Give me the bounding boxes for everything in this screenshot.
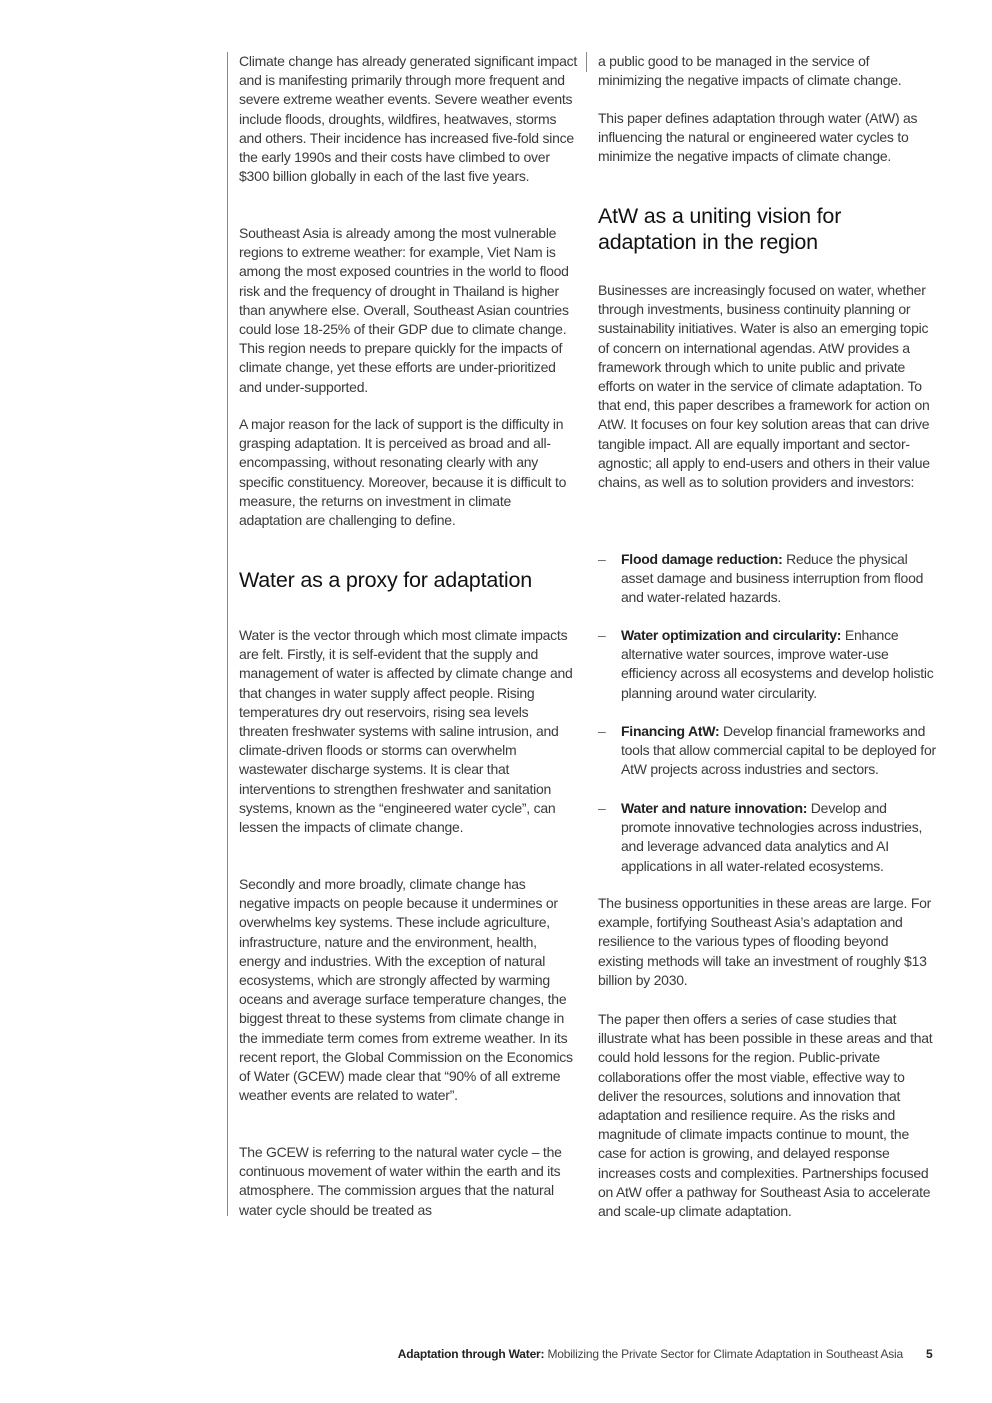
right-column-rule (586, 52, 587, 72)
paragraph: The paper then offers a series of case studies that illustrate what has been possible in these areas and that could hold lessons for the region. Public-private collaborations offer the most viable, effective way to deliver the resources, solutions and innovation that adaptation and resilience require. As the risks and magnitude of climate impacts continue to mount, the case for action is growing, and delayed response increases costs and complexities. Partnerships focused on AtW offer a pathway for Southeast Asia to accelerate and scale-up climate adaptation. (598, 1011, 933, 1220)
bullet-label: Water optimization and circularity: (621, 627, 842, 643)
paragraph: A major reason for the lack of support is the difficulty in grasping adaptation. It is perceived as broad and all-encompassing, without resonating clearly with any specific constituency. Moreover, because it is difficult to measure, the returns on investment in climate adaptation are challenging to define. (239, 416, 567, 529)
paragraph: Southeast Asia is already among the most vulnerable regions to extreme weather: for example, Viet Nam is among the most exposed countries in the world to flood risk and the frequency of drought in Thailand is higher than anywhere else. Overall, Southeast Asian countries could lose 18-25% of their GDP due to climate change. This region needs to prepare quickly for the impacts of climate change, yet these efforts are under-prioritized and under-supported. (239, 225, 569, 395)
bullet-text: Enhance alternative water sources, improve water-use efficiency across all ecosystems and develop holistic planning around water circularity. (621, 627, 934, 701)
paragraph: The business opportunities in these areas are large. For example, fortifying Southeast Asia’s adaptation and resilience to the various types of flooding beyond existing methods will take an investment of roughly $13 billion by 2030. (598, 895, 932, 988)
section-heading: Water as a proxy for adaptation (239, 568, 532, 592)
running-footer (398, 1347, 903, 1361)
paragraph: Climate change has already generated significant impact and is manifesting primarily through more frequent and severe extreme weather events. Severe weather events include floods, droughts, wildfires, heatwaves, storms and others. Their incidence has increased five-fold since the early 1990s and their costs have climbed to over $300 billion globally in each of the last five years. (239, 53, 578, 185)
paragraph: a public good to be managed in the service of minimizing the negative impacts of climate change. (598, 53, 902, 89)
bullet-item (598, 550, 936, 608)
bullet-item (598, 799, 936, 876)
paragraph: This paper defines adaptation through water (AtW) as influencing the natural or engineered water cycles to minimize the negative impacts of climate change. (598, 110, 918, 165)
dash-marker: – (598, 723, 606, 739)
left-column-rule (227, 52, 228, 1216)
footer-title: Mobilizing the Private Sector for Climate Adaptation in Southeast Asia (544, 1347, 903, 1361)
bullet-text: Reduce the physical asset damage and business interruption from flood and water-related hazards. (621, 551, 924, 606)
dash-marker: – (598, 800, 606, 816)
page-number: 5 (926, 1347, 933, 1361)
bullet-label: Flood damage reduction: (621, 551, 783, 567)
footer-title-bold: Adaptation through Water: (397, 1347, 545, 1361)
paragraph: Secondly and more broadly, climate change has negative impacts on people because it undermines or overwhelms key systems. These include agriculture, infrastructure, nature and the environment, health, energy and industries. With the exception of natural ecosystems, which are strongly affected by warming oceans and average surface temperature changes, the biggest threat to these systems from climate change in the immediate term comes from extreme weather. In its recent report, the Global Commission on the Economics of Water (GCEW) made clear that “90% of all extreme weather events are related to water”. (239, 876, 573, 1104)
paragraph: Water is the vector through which most climate impacts are felt. Firstly, it is self-evident that the supply and management of water is affected by climate change and that changes in water supply affect people. Rising temperatures dry out reservoirs, rising sea levels threaten freshwater systems with saline intrusion, and climate-driven floods or storms can overwhelm wastewater discharge systems. It is clear that interventions to strengthen freshwater and sanitation systems, known as the “engineered water cycle”, can lessen the impacts of climate change. (239, 627, 573, 836)
section-heading: AtW as a uniting vision for adaptation in the region (598, 204, 842, 254)
bullet-label: Financing AtW: (621, 723, 720, 739)
paragraph: Businesses are increasingly focused on water, whether through investments, business continuity planning or sustainability initiatives. Water is also an emerging topic of concern on international agendas. AtW provides a framework through which to unite public and private efforts on water in the service of climate adaptation. To that end, this paper describes a framework for action on AtW. It focuses on four key solution areas that can drive tangible impact. All are equally important and sector-agnostic; all apply to end-users and others in their value chains, as well as to solution providers and investors: (598, 282, 930, 491)
bullet-label: Water and nature innovation: (621, 800, 808, 816)
dash-marker: – (598, 551, 606, 567)
bullet-item (598, 722, 936, 780)
bullet-text: Develop and promote innovative technologies across industries, and leverage advanced data analytics and AI applications in all water-related ecosystems. (621, 800, 923, 874)
bullet-item (598, 626, 936, 703)
paragraph: The GCEW is referring to the natural water cycle – the continuous movement of water within the earth and its atmosphere. The commission argues that the natural water cycle should be treated as (239, 1144, 562, 1218)
dash-marker: – (598, 627, 606, 643)
bullet-text: Develop financial frameworks and tools that allow commercial capital to be deployed for AtW projects across industries and sectors. (621, 723, 936, 778)
